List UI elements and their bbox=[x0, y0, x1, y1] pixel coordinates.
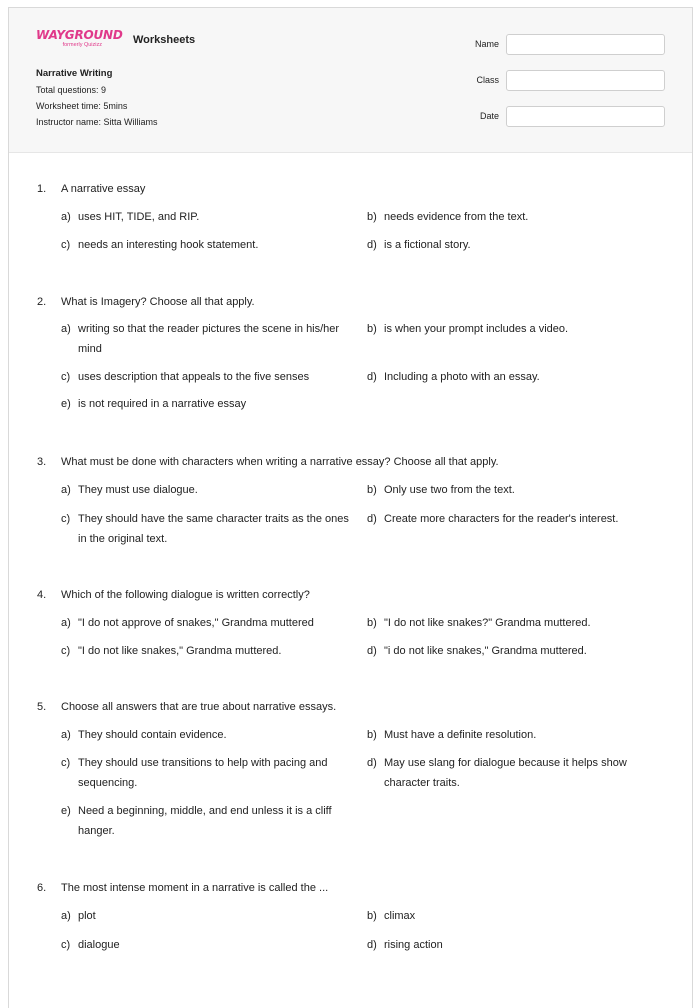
question-text: What must be done with characters when writing a narrative essay? Choose all that apply. bbox=[61, 456, 499, 468]
option-letter: b) bbox=[367, 211, 377, 223]
question-number: 5. bbox=[37, 701, 47, 713]
option-text: They should use transitions to help with pacing and sequencing. bbox=[78, 757, 328, 789]
option-letter: b) bbox=[367, 484, 377, 496]
option-text: is a fictional story. bbox=[384, 239, 471, 251]
option-letter: b) bbox=[367, 617, 377, 629]
option-c[interactable] bbox=[61, 235, 351, 255]
option-c[interactable] bbox=[61, 367, 361, 387]
logo-wordmark: WAYGROUND bbox=[36, 28, 123, 42]
option-text: uses description that appeals to the five senses bbox=[78, 371, 310, 383]
option-text: They should have the same character traits as the ones in the original text. bbox=[78, 513, 349, 545]
question-text: Which of the following dialogue is written correctly? bbox=[61, 589, 310, 601]
option-c[interactable] bbox=[61, 641, 361, 661]
worksheet-header bbox=[9, 8, 692, 153]
total-questions: Total questions: 9 bbox=[36, 85, 107, 95]
option-d[interactable] bbox=[367, 935, 667, 955]
option-letter: a) bbox=[61, 729, 71, 741]
option-b[interactable] bbox=[367, 613, 667, 633]
option-a[interactable] bbox=[61, 207, 351, 227]
option-letter: e) bbox=[61, 398, 71, 410]
option-text: They must use dialogue. bbox=[78, 484, 198, 496]
option-a[interactable] bbox=[61, 319, 351, 359]
option-text: uses HIT, TIDE, and RIP. bbox=[78, 211, 200, 223]
option-letter: c) bbox=[61, 371, 71, 383]
option-letter: d) bbox=[367, 757, 377, 769]
instructor-name: Instructor name: Sitta Williams bbox=[36, 117, 158, 127]
option-text: Must have a definite resolution. bbox=[384, 729, 537, 741]
option-text: Including a photo with an essay. bbox=[384, 371, 540, 383]
question-number: 6. bbox=[37, 882, 47, 894]
option-letter: e) bbox=[61, 805, 71, 817]
worksheet-info bbox=[36, 66, 158, 130]
option-c[interactable] bbox=[61, 935, 351, 955]
question-text: What is Imagery? Choose all that apply. bbox=[61, 296, 255, 308]
option-letter: c) bbox=[61, 757, 71, 769]
question-number: 1. bbox=[37, 183, 47, 195]
option-a[interactable] bbox=[61, 613, 361, 633]
option-d[interactable] bbox=[367, 235, 667, 255]
question-text: The most intense moment in a narrative is called the ... bbox=[61, 882, 329, 894]
option-text: dialogue bbox=[78, 939, 120, 951]
option-text: is when your prompt includes a video. bbox=[384, 323, 569, 335]
option-text: May use slang for dialogue because it helps show character traits. bbox=[384, 757, 627, 789]
option-a[interactable] bbox=[61, 725, 351, 745]
option-e[interactable] bbox=[61, 801, 361, 841]
option-letter: d) bbox=[367, 371, 377, 383]
question-number: 3. bbox=[37, 456, 47, 468]
option-d[interactable] bbox=[367, 753, 667, 793]
date-field-group bbox=[449, 106, 665, 126]
option-letter: d) bbox=[367, 645, 377, 657]
option-text: rising action bbox=[384, 939, 443, 951]
option-letter: d) bbox=[367, 239, 377, 251]
option-b[interactable] bbox=[367, 207, 667, 227]
option-text: climax bbox=[384, 910, 416, 922]
question-number: 4. bbox=[37, 589, 47, 601]
option-text: writing so that the reader pictures the scene in his/her mind bbox=[78, 323, 340, 355]
option-d[interactable] bbox=[367, 509, 677, 529]
option-letter: c) bbox=[61, 939, 71, 951]
option-text: "i do not like snakes," Grandma muttered. bbox=[384, 645, 587, 657]
name-field-group bbox=[449, 34, 665, 54]
class-label: Class bbox=[476, 75, 499, 85]
option-a[interactable] bbox=[61, 906, 351, 926]
option-text: Create more characters for the reader's interest. bbox=[384, 513, 619, 525]
option-b[interactable] bbox=[367, 725, 667, 745]
logo-subtitle: formerly Quizizz bbox=[62, 42, 102, 48]
option-text: Need a beginning, middle, and end unless it is a cliff hanger. bbox=[78, 805, 332, 837]
worksheet-page bbox=[8, 7, 693, 1008]
option-letter: b) bbox=[367, 910, 377, 922]
option-letter: b) bbox=[367, 323, 377, 335]
option-letter: c) bbox=[61, 645, 71, 657]
option-letter: a) bbox=[61, 910, 71, 922]
option-text: is not required in a narrative essay bbox=[78, 398, 247, 410]
option-letter: c) bbox=[61, 239, 71, 251]
option-text: Only use two from the text. bbox=[384, 484, 515, 496]
app-title: Worksheets bbox=[133, 34, 196, 46]
option-text: "I do not approve of snakes," Grandma muttered bbox=[78, 617, 314, 629]
option-letter: b) bbox=[367, 729, 377, 741]
option-text: They should contain evidence. bbox=[78, 729, 227, 741]
option-c[interactable] bbox=[61, 753, 361, 793]
option-letter: a) bbox=[61, 211, 71, 223]
wayground-logo bbox=[36, 29, 128, 49]
question-number: 2. bbox=[37, 296, 47, 308]
option-text: needs evidence from the text. bbox=[384, 211, 529, 223]
option-d[interactable] bbox=[367, 641, 667, 661]
option-d[interactable] bbox=[367, 367, 667, 387]
option-text: needs an interesting hook statement. bbox=[78, 239, 259, 251]
option-letter: a) bbox=[61, 484, 71, 496]
worksheet-title: Narrative Writing bbox=[36, 68, 113, 79]
option-letter: c) bbox=[61, 513, 71, 525]
date-input[interactable] bbox=[506, 106, 665, 127]
option-c[interactable] bbox=[61, 509, 357, 549]
option-e[interactable] bbox=[61, 394, 351, 414]
option-letter: d) bbox=[367, 939, 377, 951]
class-field-group bbox=[449, 70, 665, 90]
option-text: plot bbox=[78, 910, 96, 922]
option-a[interactable] bbox=[61, 480, 351, 500]
option-b[interactable] bbox=[367, 480, 667, 500]
option-letter: d) bbox=[367, 513, 377, 525]
option-b[interactable] bbox=[367, 906, 667, 926]
name-label: Name bbox=[474, 39, 499, 49]
question-text: Choose all answers that are true about narrative essays. bbox=[61, 701, 337, 713]
option-letter: a) bbox=[61, 617, 71, 629]
date-label: Date bbox=[479, 111, 499, 121]
option-text: "I do not like snakes?" Grandma muttered. bbox=[384, 617, 591, 629]
name-input[interactable] bbox=[506, 34, 665, 55]
option-b[interactable] bbox=[367, 319, 667, 339]
option-letter: a) bbox=[61, 323, 71, 335]
class-input[interactable] bbox=[506, 70, 665, 91]
option-text: "I do not like snakes," Grandma muttered. bbox=[78, 645, 282, 657]
question-text: A narrative essay bbox=[61, 183, 146, 195]
worksheet-time: Worksheet time: 5mins bbox=[36, 101, 128, 111]
